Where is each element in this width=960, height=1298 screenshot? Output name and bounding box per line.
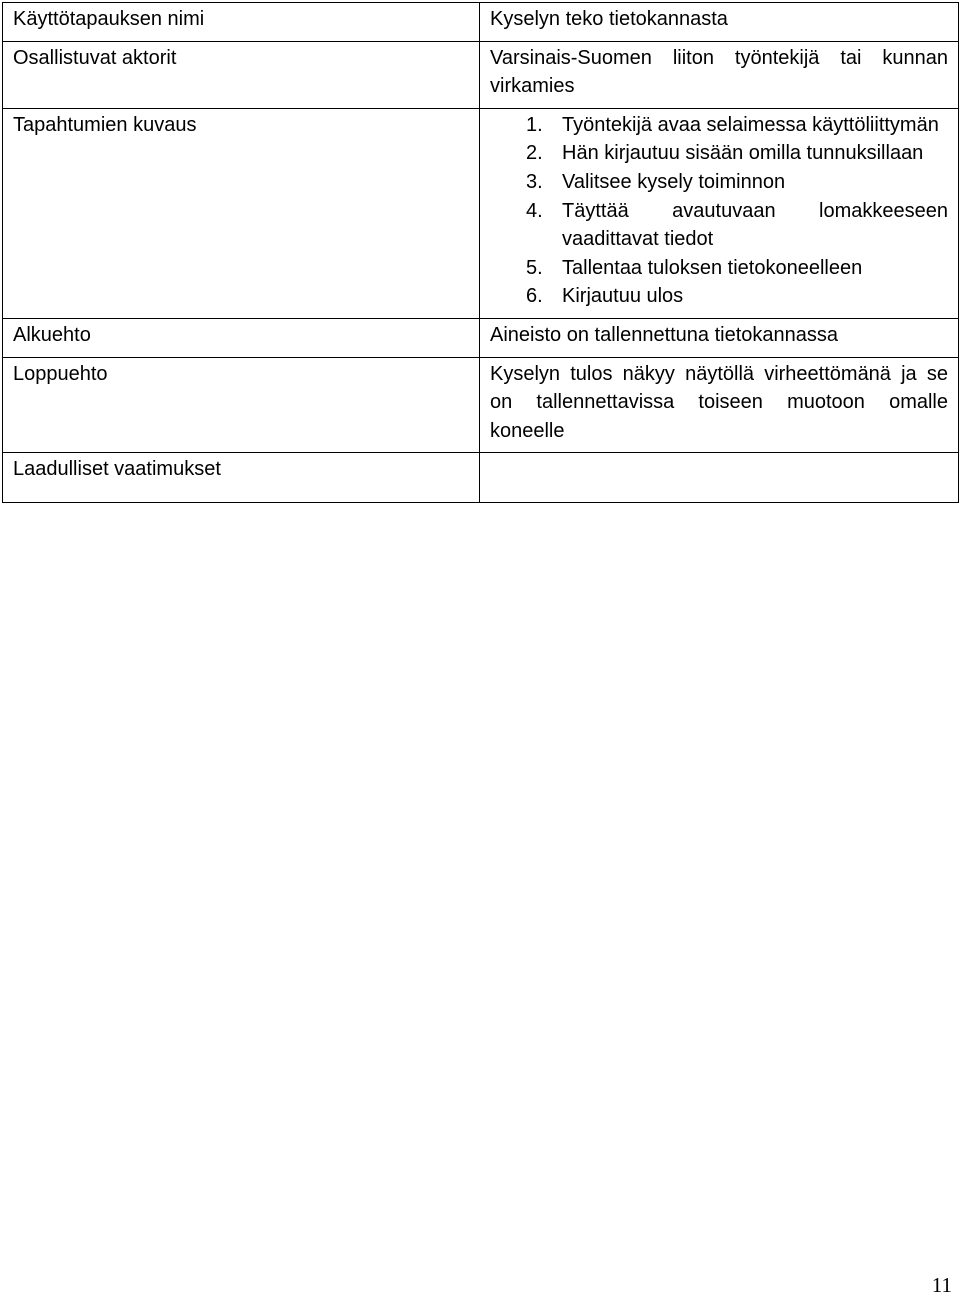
event-steps-list [490,111,948,311]
step-text: Hän kirjautuu sisään omilla tunnuksillaan [562,142,924,165]
step-text: Työntekijä avaa selaimessa käyttöliittymän [562,113,939,136]
list-item [490,282,948,311]
row-label-event-description: Tapahtumien kuvaus [3,108,480,318]
list-item [490,139,948,168]
step-number: 5. [526,256,543,279]
table-row [3,108,959,318]
row-label-postcondition: Loppuehto [3,357,480,453]
table-row [3,318,959,357]
row-value-actors: Varsinais-Suomen liiton työntekijä tai kunnan virkamies [480,41,959,108]
step-text: Täyttää avautuvaan lomakkeeseen vaadittavat tiedot [562,199,948,251]
row-value-event-steps [480,108,959,318]
row-value-postcondition: Kyselyn tulos näkyy näytöllä virheettömänä ja se on tallennettavissa toiseen muotoon omalle koneelle [480,357,959,453]
row-label-actors: Osallistuvat aktorit [3,41,480,108]
list-item [490,197,948,254]
step-text: Kirjautuu ulos [562,285,684,308]
row-value-use-case-name: Kyselyn teko tietokannasta [480,3,959,42]
table-row [3,3,959,42]
row-value-precondition: Aineisto on tallennettuna tietokannassa [480,318,959,357]
use-case-table [2,2,959,503]
step-number: 2. [526,142,543,165]
list-item [490,168,948,197]
step-number: 6. [526,285,543,308]
table-row [3,357,959,453]
step-text: Tallentaa tuloksen tietokoneelleen [562,256,863,279]
row-label-precondition: Alkuehto [3,318,480,357]
step-number: 3. [526,170,543,193]
step-number: 4. [526,199,543,222]
row-label-use-case-name: Käyttötapauksen nimi [3,3,480,42]
table-row [3,453,959,503]
list-item [490,254,948,283]
row-value-quality-requirements [480,453,959,503]
list-item [490,111,948,140]
step-text: Valitsee kysely toiminnon [562,170,786,193]
step-number: 1. [526,113,543,136]
page-number: 11 [931,1273,952,1297]
row-label-quality-requirements: Laadulliset vaatimukset [3,453,480,503]
table-row [3,41,959,108]
